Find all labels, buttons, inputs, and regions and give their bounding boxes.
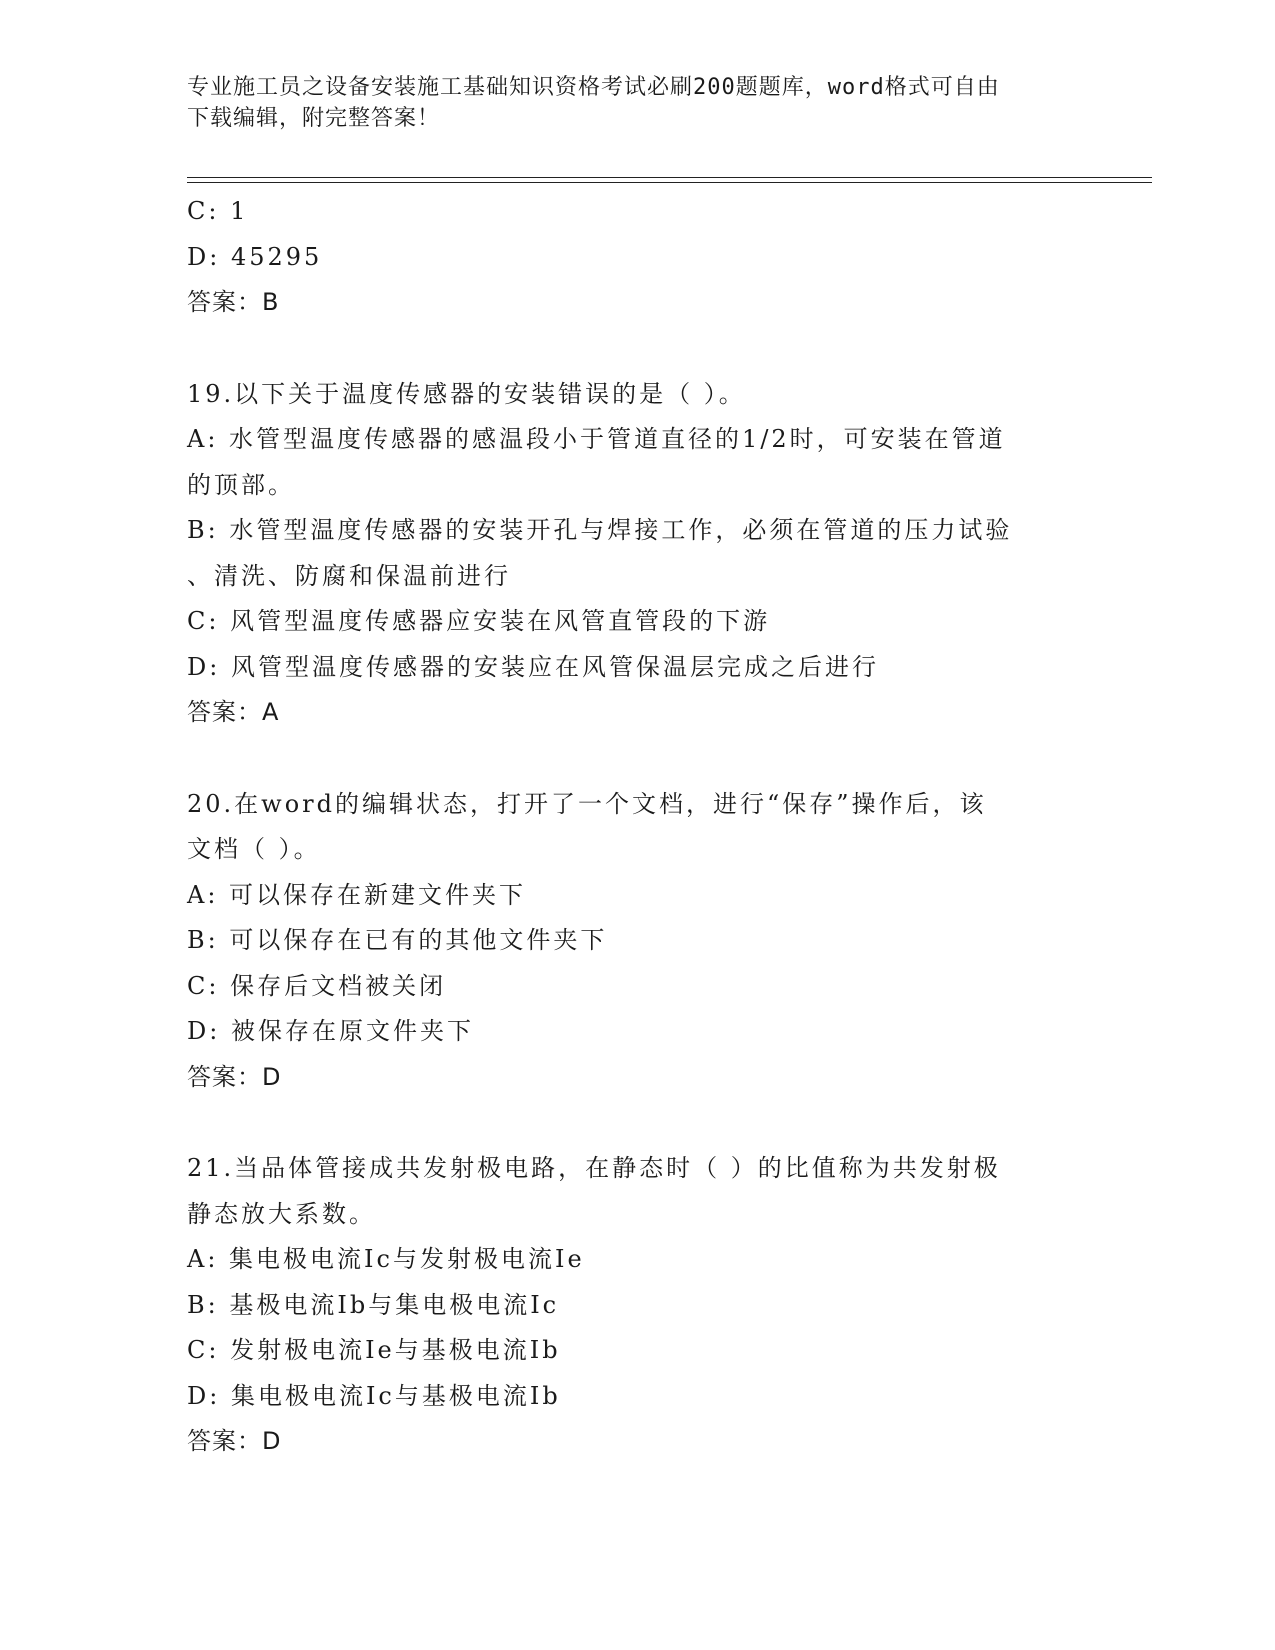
option-c: C: 风管型温度传感器应安装在风管直管段的下游 [187, 607, 771, 635]
spacer [187, 736, 1067, 782]
document-header [187, 72, 1087, 134]
option-d: D: 45295 [187, 242, 323, 271]
question-19 [187, 372, 1067, 736]
option-b: B: 水管型温度传感器的安装开孔与焊接工作，必须在管道的压力试验 [187, 516, 1013, 544]
header-line-2: 下载编辑，附完整答案！ [187, 106, 441, 131]
previous-question-tail [187, 189, 1067, 326]
answer-line: 答案：D [187, 1427, 282, 1455]
answer-line: 答案：B [187, 288, 280, 316]
option-a: A: 水管型温度传感器的感温段小于管道直径的1/2时，可安装在管道 [187, 425, 1006, 453]
option-d: D: 风管型温度传感器的安装应在风管保温层完成之后进行 [187, 652, 879, 681]
option-d: D: 集电极电流Ic与基极电流Ib [187, 1381, 561, 1410]
question-stem: 19.以下关于温度传感器的安装错误的是（ ）。 [187, 379, 746, 408]
option-c: C: 保存后文档被关闭 [187, 971, 447, 1000]
answer-line: 答案：A [187, 698, 280, 726]
question-stem-continued: 静态放大系数。 [187, 1199, 376, 1228]
option-a: A: 集电极电流Ic与发射极电流Ie [187, 1245, 585, 1273]
header-rule-top [187, 177, 1152, 178]
option-d: D: 被保存在原文件夹下 [187, 1017, 474, 1045]
question-21 [187, 1146, 1067, 1465]
option-b: B: 可以保存在已有的其他文件夹下 [187, 926, 608, 954]
option-c: C: 1 [187, 197, 249, 225]
question-stem-continued: 文档（ ）。 [187, 835, 321, 863]
option-c: C: 发射极电流Ie与基极电流Ib [187, 1336, 561, 1364]
question-stem: 20.在word的编辑状态，打开了一个文档，进行“保存”操作后，该 [187, 789, 987, 818]
question-20 [187, 782, 1067, 1101]
document-body [187, 189, 1067, 1465]
spacer [187, 326, 1067, 372]
question-stem: 21.当品体管接成共发射极电路，在静态时（ ）的比值称为共发射极 [187, 1154, 1001, 1182]
option-a-continued: 的顶部。 [187, 470, 295, 499]
option-b: B: 基极电流Ib与集电极电流Ic [187, 1290, 560, 1319]
answer-line: 答案：D [187, 1062, 282, 1091]
spacer [187, 1100, 1067, 1146]
option-a: A: 可以保存在新建文件夹下 [187, 880, 527, 909]
option-b-continued: 、清洗、防腐和保温前进行 [187, 561, 511, 590]
header-rule-bottom [187, 182, 1152, 183]
header-line-1: 专业施工员之设备安装施工基础知识资格考试必刷200题题库，word格式可自由 [187, 75, 1000, 100]
